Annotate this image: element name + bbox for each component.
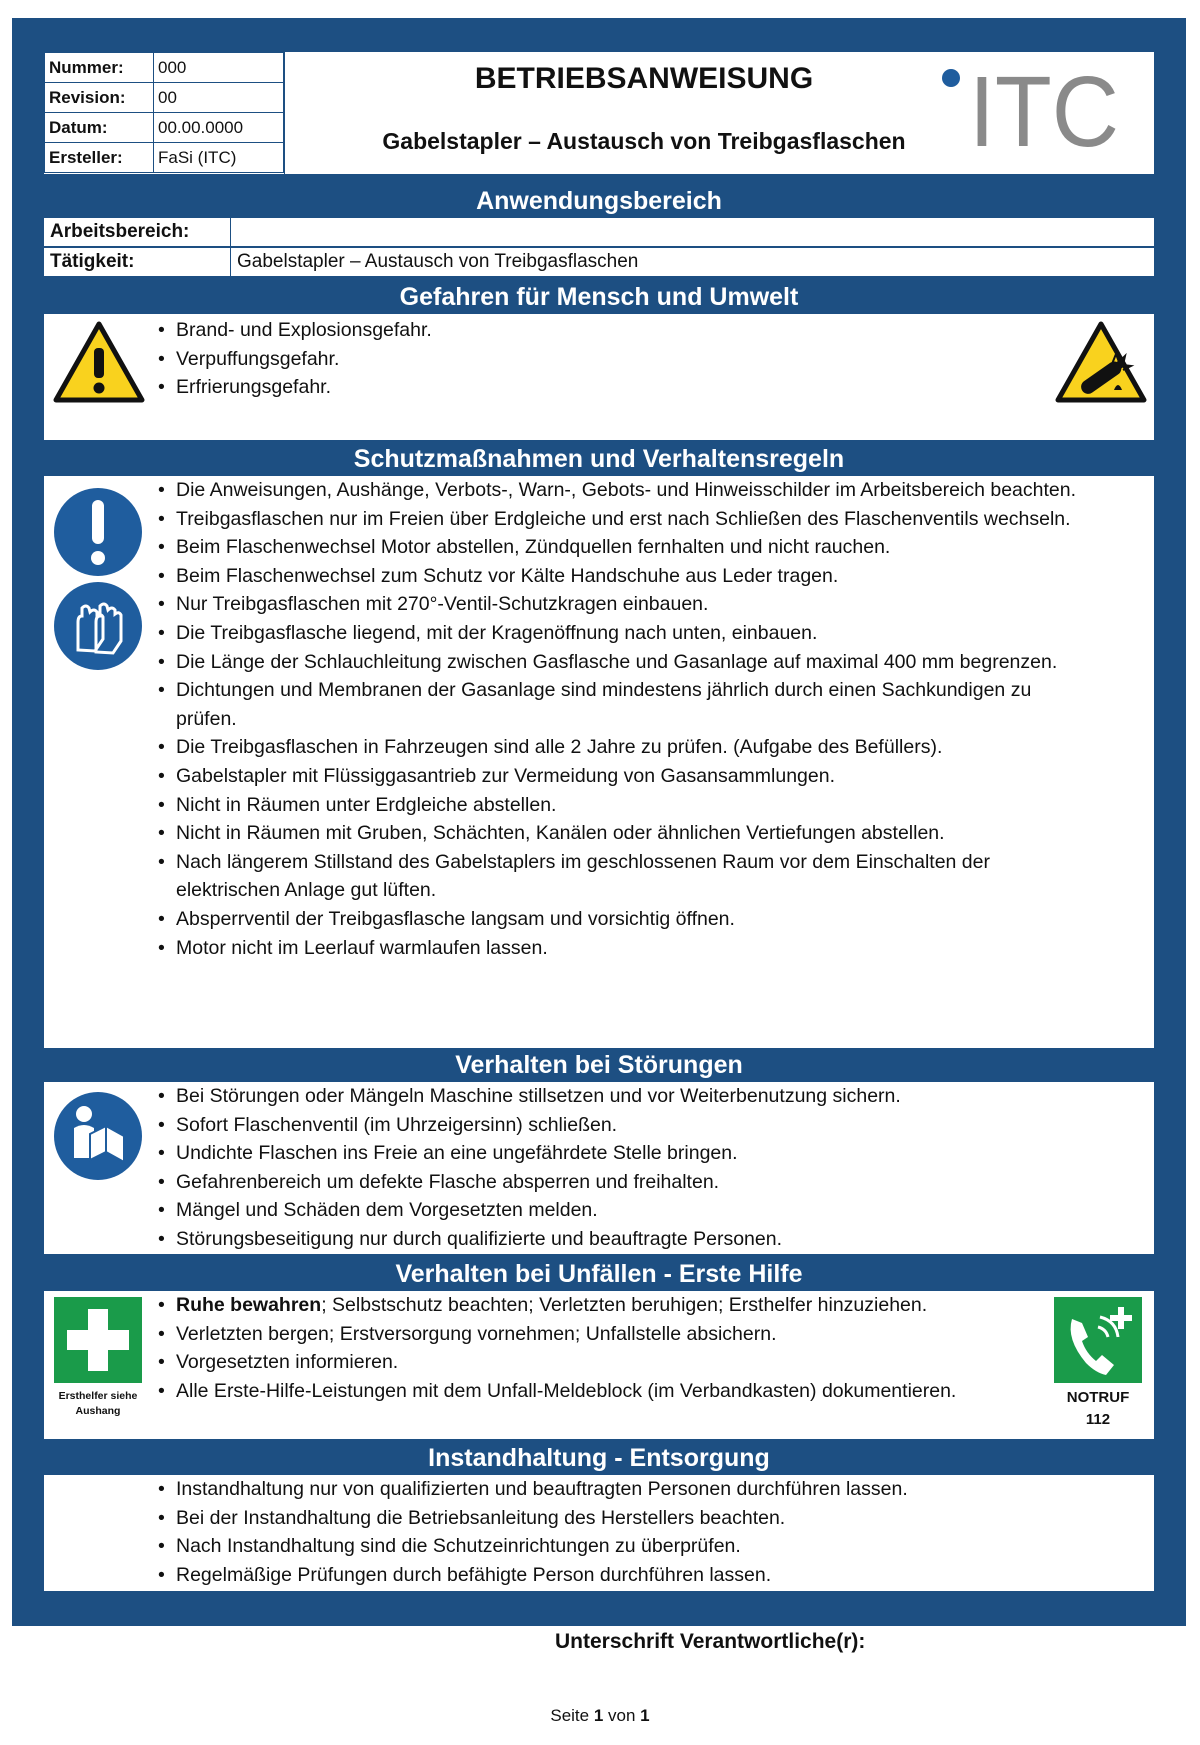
list-item: • Nach längerem Stillstand des Gabelstaplers im geschlossenen Raum vor dem Einschalten der elektrischen Anlage gut lüften. bbox=[156, 848, 1086, 905]
list-item: • Nicht in Räumen mit Gruben, Schächten, Kanälen oder ähnlichen Vertiefungen abstellen. bbox=[156, 819, 1086, 848]
list-item: • Gabelstapler mit Flüssiggasantrieb zur Vermeidung von Gasansammlungen. bbox=[156, 762, 1086, 791]
schutz-list bbox=[156, 476, 1086, 962]
section-heading-instandhaltung: Instandhaltung - Entsorgung bbox=[428, 1444, 770, 1472]
stoerungen-panel bbox=[44, 1082, 1154, 1254]
list-item: • Die Treibgasflaschen in Fahrzeugen sind alle 2 Jahre zu prüfen. (Aufgabe des Befüllers). bbox=[156, 733, 1086, 762]
list-item: • Dichtungen und Membranen der Gasanlage sind mindestens jährlich durch einen Sachkundigen zu prüfen. bbox=[156, 676, 1086, 733]
meta-row-ersteller: Ersteller: FaSi (ITC) bbox=[45, 143, 284, 173]
arbeitsbereich-label: Arbeitsbereich: bbox=[50, 221, 190, 242]
first-aid-cross-icon bbox=[54, 1297, 142, 1388]
meta-row-nummer: Nummer: 000 bbox=[45, 53, 284, 83]
list-item: • Beim Flaschenwechsel Motor abstellen, Zündquellen fernhalten und nicht rauchen. bbox=[156, 533, 1086, 562]
page-title: BETRIEBSANWEISUNG bbox=[474, 62, 814, 95]
section-heading-unfaelle: Verhalten bei Unfällen - Erste Hilfe bbox=[395, 1260, 803, 1288]
page-subtitle: Gabelstapler – Austausch von Treibgasflaschen bbox=[382, 128, 906, 154]
list-item: • Bei Störungen oder Mängeln Maschine stillsetzen und vor Weiterbenutzung sichern. bbox=[156, 1082, 1086, 1111]
emergency-number: 112 bbox=[1085, 1411, 1111, 1428]
row-taetigkeit bbox=[44, 248, 1154, 276]
list-item: • Brand- und Explosionsgefahr. bbox=[156, 316, 1056, 345]
meta-table bbox=[44, 52, 284, 173]
stoerungen-list bbox=[156, 1082, 1086, 1254]
list-item: • Nicht in Räumen unter Erdgleiche abstellen. bbox=[156, 791, 1086, 820]
section-heading-schutz: Schutzmaßnahmen und Verhaltensregeln bbox=[353, 445, 845, 473]
itc-logo bbox=[939, 64, 1129, 154]
list-item: • Erfrierungsgefahr. bbox=[156, 373, 1056, 402]
mandatory-notice-icon bbox=[52, 486, 144, 583]
list-item: • Absperrventil der Treibgasflasche langsam und vorsichtig öffnen. bbox=[156, 905, 1086, 934]
emergency-label: NOTRUF 112 bbox=[1044, 1387, 1152, 1431]
meta-row-revision: Revision: 00 bbox=[45, 83, 284, 113]
section-heading-gefahren: Gefahren für Mensch und Umwelt bbox=[399, 283, 799, 311]
section-heading-stoerungen: Verhalten bei Störungen bbox=[455, 1051, 743, 1079]
page-number: Seite 1 von 1 bbox=[550, 1706, 650, 1725]
list-item: • Gefahrenbereich um defekte Flasche absperren und freihalten. bbox=[156, 1168, 1086, 1197]
list-item: • Mängel und Schäden dem Vorgesetzten melden. bbox=[156, 1196, 1086, 1225]
list-item: • Regelmäßige Prüfungen durch befähigte Person durchführen lassen. bbox=[156, 1561, 1086, 1590]
header-panel bbox=[44, 52, 1154, 174]
instandhaltung-panel bbox=[44, 1475, 1154, 1591]
list-item: • Treibgasflaschen nur im Freien über Erdgleiche und erst nach Schließen des Flaschenventils wechseln. bbox=[156, 505, 1086, 534]
list-item: • Instandhaltung nur von qualifizierten und beauftragten Personen durchführen lassen. bbox=[156, 1475, 1086, 1504]
list-item: • Die Länge der Schlauchleitung zwischen Gasflasche und Gasanlage auf maximal 400 mm begrenzen. bbox=[156, 648, 1086, 677]
gloves-icon bbox=[52, 580, 144, 677]
signature-label: Unterschrift Verantwortliche(r): bbox=[555, 1630, 866, 1653]
list-item: • Alle Erste-Hilfe-Leistungen mit dem Unfall-Meldeblock (im Verbandkasten) dokumentieren. bbox=[156, 1377, 1086, 1406]
first-aid-caption: Ersthelfer siehe Aushang bbox=[58, 1390, 138, 1417]
taetigkeit-label: Tätigkeit: bbox=[50, 251, 135, 272]
section-heading-anwendungsbereich: Anwendungsbereich bbox=[476, 187, 722, 215]
list-item: • Vorgesetzten informieren. bbox=[156, 1348, 1086, 1377]
list-item: • Bei der Instandhaltung die Betriebsanleitung des Herstellers beachten. bbox=[156, 1504, 1086, 1533]
row-arbeitsbereich bbox=[44, 218, 1154, 246]
list-item: • Nach Instandhaltung sind die Schutzeinrichtungen zu überprüfen. bbox=[156, 1532, 1086, 1561]
logo-text: ITC bbox=[969, 64, 1119, 154]
list-item: • Undichte Flaschen ins Freie an eine ungefährdete Stelle bringen. bbox=[156, 1139, 1086, 1168]
warning-triangle-icon bbox=[52, 320, 146, 409]
list-item: • Die Anweisungen, Aushänge, Verbots-, Warn-, Gebots- und Hinweisschilder im Arbeitsbereich beachten. bbox=[156, 476, 1086, 505]
emergency-phone-icon bbox=[1054, 1297, 1142, 1388]
list-item: • Verletzten bergen; Erstversorgung vornehmen; Unfallstelle absichern. bbox=[156, 1320, 1086, 1349]
instandhaltung-list bbox=[156, 1475, 1086, 1589]
gefahren-list bbox=[156, 316, 1056, 402]
list-item: • Nur Treibgasflaschen mit 270°-Ventil-Schutzkragen einbauen. bbox=[156, 590, 1086, 619]
list-item: • Störungsbeseitigung nur durch qualifizierte und beauftragte Personen. bbox=[156, 1225, 1086, 1254]
list-item: • Ruhe bewahren; Selbstschutz beachten; Verletzten beruhigen; Ersthelfer hinzuziehen. bbox=[156, 1291, 1086, 1320]
list-item: • Sofort Flaschenventil (im Uhrzeigersinn) schließen. bbox=[156, 1111, 1086, 1140]
unfaelle-panel bbox=[44, 1291, 1154, 1439]
schutz-panel bbox=[44, 476, 1154, 1048]
gefahren-panel bbox=[44, 314, 1154, 440]
taetigkeit-value: Gabelstapler – Austausch von Treibgasflaschen bbox=[230, 248, 1154, 276]
list-item: • Verpuffungsgefahr. bbox=[156, 345, 1056, 374]
gas-cylinder-warning-icon bbox=[1054, 320, 1148, 409]
meta-row-datum: Datum: 00.00.0000 bbox=[45, 113, 284, 143]
list-item: • Motor nicht im Leerlauf warmlaufen lassen. bbox=[156, 934, 1086, 963]
list-item: • Die Treibgasflasche liegend, mit der Kragenöffnung nach unten, einbauen. bbox=[156, 619, 1086, 648]
unfaelle-list bbox=[156, 1291, 1086, 1405]
list-item: • Beim Flaschenwechsel zum Schutz vor Kälte Handschuhe aus Leder tragen. bbox=[156, 562, 1086, 591]
read-manual-icon bbox=[52, 1090, 144, 1187]
arbeitsbereich-value bbox=[230, 218, 1154, 246]
